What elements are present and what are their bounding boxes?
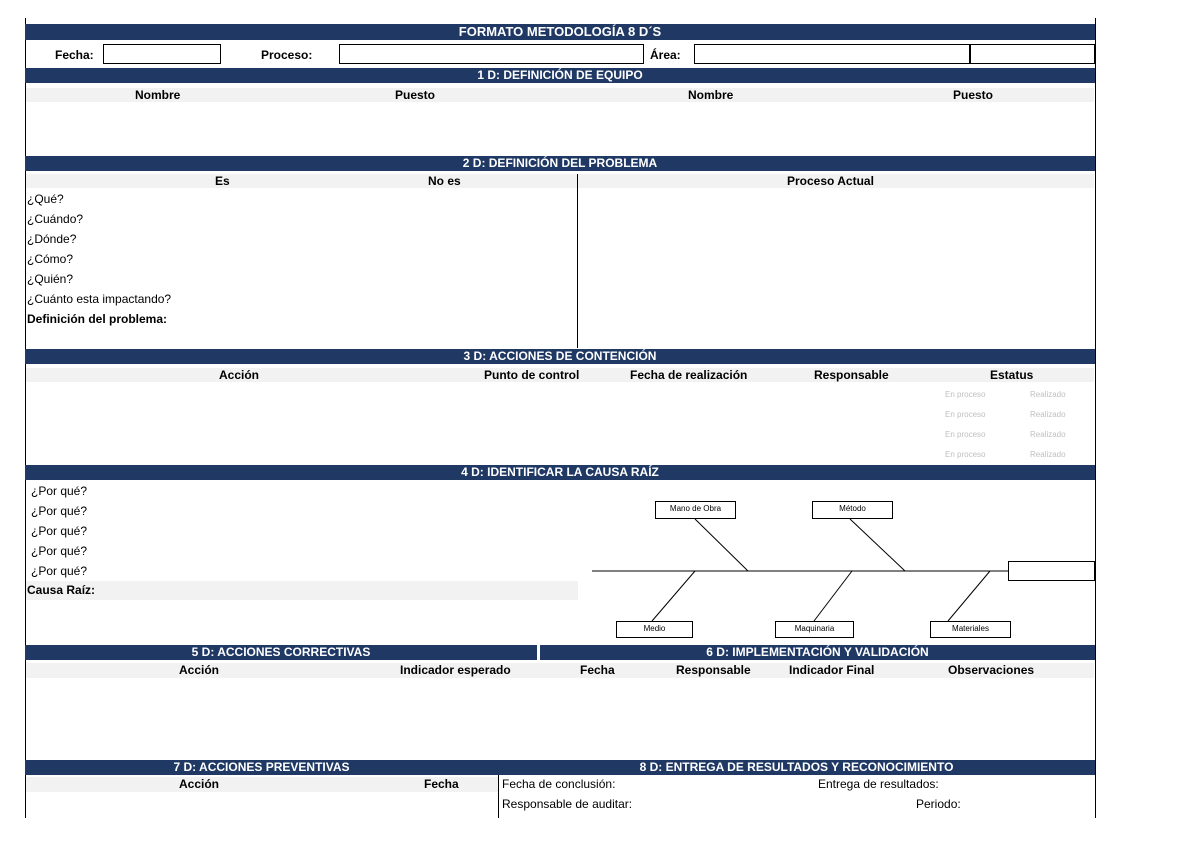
question-donde: ¿Dónde? xyxy=(27,232,77,246)
d3-col-fecha: Fecha de realización xyxy=(630,368,748,382)
d2-col-es: Es xyxy=(215,174,230,188)
why-3: ¿Por qué? xyxy=(31,524,88,538)
d6-col-fecha: Fecha xyxy=(580,663,615,677)
question-quien: ¿Quién? xyxy=(27,272,74,286)
d5-col-accion: Acción xyxy=(179,663,220,677)
d5-d6-header xyxy=(26,663,1094,678)
d7-header xyxy=(26,777,498,792)
why-5: ¿Por qué? xyxy=(31,564,88,578)
d3-col-responsable: Responsable xyxy=(814,368,889,382)
periodo-label: Periodo: xyxy=(916,797,961,811)
d5-title: 5 D: ACCIONES CORRECTIVAS xyxy=(25,645,537,660)
d6-col-responsable: Responsable xyxy=(676,663,751,677)
status-en-proceso[interactable]: En proceso xyxy=(945,390,986,399)
d7-title: 7 D: ACCIONES PREVENTIVAS xyxy=(25,760,498,775)
why-4: ¿Por qué? xyxy=(31,544,88,558)
d7-d8-divider xyxy=(498,775,499,818)
area-label: Área: xyxy=(650,48,681,62)
status-en-proceso[interactable]: En proceso xyxy=(945,450,986,459)
fecha-conclusion-label: Fecha de conclusión: xyxy=(502,777,616,791)
question-cuanto: ¿Cuánto esta impactando? xyxy=(27,292,172,306)
status-realizado[interactable]: Realizado xyxy=(1030,430,1066,439)
d2-col-no-es: No es xyxy=(428,174,461,188)
status-realizado[interactable]: Realizado xyxy=(1030,390,1066,399)
fishbone-metodo: Método xyxy=(812,501,893,519)
fishbone-materiales: Materiales xyxy=(930,621,1011,638)
fishbone-medio: Medio xyxy=(616,621,693,638)
d3-col-accion: Acción xyxy=(219,368,260,382)
d3-col-punto-control: Punto de control xyxy=(484,368,580,382)
problem-definition-label: Definición del problema: xyxy=(27,312,168,326)
status-realizado[interactable]: Realizado xyxy=(1030,410,1066,419)
d3-title: 3 D: ACCIONES DE CONTENCIÓN xyxy=(25,349,1095,364)
fishbone-bone-metodo xyxy=(850,519,905,571)
d3-col-estatus: Estatus xyxy=(990,368,1034,382)
responsable-auditar-label: Responsable de auditar: xyxy=(502,797,633,811)
d7-col-fecha: Fecha xyxy=(424,777,459,791)
d6-col-indicador-final: Indicador Final xyxy=(789,663,875,677)
fishbone-bone-medio xyxy=(652,571,695,621)
d8-title: 8 D: ENTREGA DE RESULTADOS Y RECONOCIMIENTO xyxy=(498,760,1095,775)
why-1: ¿Por qué? xyxy=(31,484,88,498)
status-realizado[interactable]: Realizado xyxy=(1030,450,1066,459)
fishbone-bone-materiales xyxy=(948,571,990,621)
d1-col-nombre-2: Nombre xyxy=(688,88,734,102)
form-title: FORMATO METODOLOGÍA 8 D´S xyxy=(25,24,1095,40)
fishbone-bone-mano-obra xyxy=(695,519,748,571)
question-como: ¿Cómo? xyxy=(27,252,74,266)
status-en-proceso[interactable]: En proceso xyxy=(945,410,986,419)
why-2: ¿Por qué? xyxy=(31,504,88,518)
fishbone-head[interactable] xyxy=(1008,561,1095,581)
question-cuando: ¿Cuándo? xyxy=(27,212,84,226)
fishbone-maquinaria: Maquinaria xyxy=(775,621,854,638)
root-cause-label: Causa Raíz: xyxy=(27,583,96,597)
status-en-proceso[interactable]: En proceso xyxy=(945,430,986,439)
d2-col-proceso-actual: Proceso Actual xyxy=(787,174,874,188)
d1-title: 1 D: DEFINICIÓN DE EQUIPO xyxy=(25,68,1095,83)
d1-col-puesto-2: Puesto xyxy=(953,88,994,102)
d6-col-observaciones: Observaciones xyxy=(948,663,1035,677)
d2-title: 2 D: DEFINICIÓN DEL PROBLEMA xyxy=(25,156,1095,171)
d1-col-nombre-1: Nombre xyxy=(135,88,181,102)
d4-title: 4 D: IDENTIFICAR LA CAUSA RAÍZ xyxy=(25,465,1095,480)
d6-title: 6 D: IMPLEMENTACIÓN Y VALIDACIÓN xyxy=(540,645,1095,660)
fishbone-mano-obra: Mano de Obra xyxy=(655,501,736,519)
question-que: ¿Qué? xyxy=(27,192,64,206)
d7-col-accion: Acción xyxy=(179,777,220,791)
entrega-resultados-label: Entrega de resultados: xyxy=(818,777,939,791)
proceso-label: Proceso: xyxy=(261,48,313,62)
fishbone-bone-maquinaria xyxy=(814,571,852,621)
d5-col-indicador: Indicador esperado xyxy=(400,663,511,677)
d1-col-puesto-1: Puesto xyxy=(395,88,436,102)
fecha-label: Fecha: xyxy=(55,48,94,62)
